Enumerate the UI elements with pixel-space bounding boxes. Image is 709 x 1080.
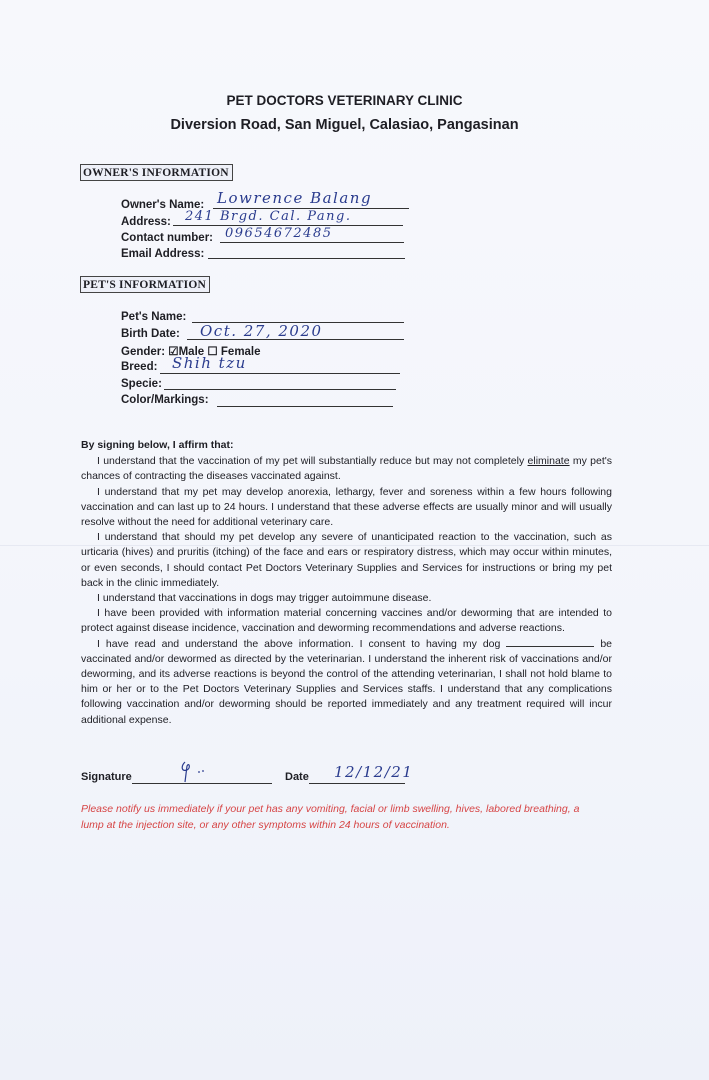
consent-p6-text-end: be vaccinated and/or dewormed as directed by the veterinarian. I understand the inherent risk of vaccinations and/or deworming, and its adverse reactions is beyond the control of the attending veterinarian, I shall not hold blame to him or her or to the Pet Doctors Veterinary Supplies and Services staffs. I understand that any complications following vaccination and/or deworming should be reported immediately and any treatment required will incur additional expense.	[81, 637, 612, 726]
contact-label: Contact number:	[121, 232, 213, 244]
breed-label: Breed:	[121, 361, 158, 373]
dog-name-blank[interactable]	[506, 637, 594, 647]
clinic-address: Diversion Road, San Miguel, Calasiao, Pangasinan	[170, 117, 519, 133]
consent-p6-text: I have read and understand the above information. I consent to having my dog	[97, 637, 507, 650]
pet-section-title: PET'S INFORMATION	[80, 276, 210, 293]
consent-paragraph-5: I have been provided with information material concerning vaccines and/or deworming that are intended to protect against disease incidence, vaccination and deworming recommendations and adverse reactions.	[81, 607, 612, 635]
gender-female-checkbox[interactable]: ☐ Female	[207, 346, 261, 358]
breed-value[interactable]: Shih tzu	[172, 354, 247, 372]
owner-name-label: Owner's Name:	[121, 199, 205, 211]
birth-date-value[interactable]: Oct. 27, 2020	[200, 322, 323, 340]
clinic-name: PET DOCTORS VETERINARY CLINIC	[226, 93, 463, 108]
contact-value[interactable]: 09654672485	[225, 226, 333, 241]
symptom-notice: Please notify us immediately if your pet has any vomiting, facial or limb swelling, hives, labored breathing, a lump at the injection site, or any other symptoms within 24 hours of vaccination.	[81, 803, 580, 831]
email-label: Email Address:	[121, 248, 205, 260]
owner-section-title: OWNER'S INFORMATION	[80, 164, 233, 181]
gender-male-checkbox[interactable]: ☑Male	[168, 346, 205, 358]
specie-label: Specie:	[121, 378, 162, 390]
email-line	[208, 258, 405, 259]
color-markings-line	[217, 406, 393, 407]
birth-date-label: Birth Date:	[121, 328, 180, 340]
pet-name-label: Pet's Name:	[121, 311, 187, 323]
consent-p1-text-end: my pet's chances of contracting the diseases vaccinated against.	[81, 455, 612, 483]
consent-paragraph-3: I understand that should my pet develop any severe of unanticipated reaction to the vaccination, such as urticaria (hives) and pruritis (itching) of the face and ears or respiratory distress, which may occur within minutes, or even seconds, I should contact Pet Doctors Veterinary Supplies and Services for instructions or bring my pet back in the clinic immediately.	[81, 531, 612, 589]
date-line	[309, 783, 405, 784]
address-label: Address:	[121, 216, 171, 228]
consent-lead: By signing below, I affirm that:	[81, 439, 234, 451]
consent-p1-text: I understand that the vaccination of my pet will substantially reduce but may not completely	[97, 455, 528, 468]
consent-statement	[81, 438, 612, 728]
signature-scribble[interactable]	[175, 758, 215, 786]
consent-paragraph-1	[81, 454, 612, 484]
consent-paragraph-4: I understand that vaccinations in dogs may trigger autoimmune disease.	[97, 592, 432, 605]
date-label: Date	[285, 771, 309, 783]
gender-label: Gender:	[121, 346, 166, 358]
date-value[interactable]: 12/12/21	[334, 763, 414, 781]
consent-paragraph-2: I understand that my pet may develop anorexia, lethargy, fever and soreness within a few hours following vaccination and can last up to 24 hours. I understand that these adverse effects are usually minor and will usually resolve without the need for additional veterinary care.	[81, 485, 612, 529]
address-value[interactable]: 241 Brgd. Cal. Pang.	[185, 209, 352, 224]
breed-line	[160, 373, 400, 374]
consent-paragraph-6	[81, 637, 612, 728]
owner-name-value[interactable]: Lowrence Balang	[217, 189, 373, 207]
eliminate-underlined: eliminate	[527, 455, 570, 468]
signature-label: Signature	[81, 771, 132, 783]
specie-line	[164, 389, 396, 390]
contact-line	[220, 242, 404, 243]
color-markings-label: Color/Markings:	[121, 394, 209, 406]
